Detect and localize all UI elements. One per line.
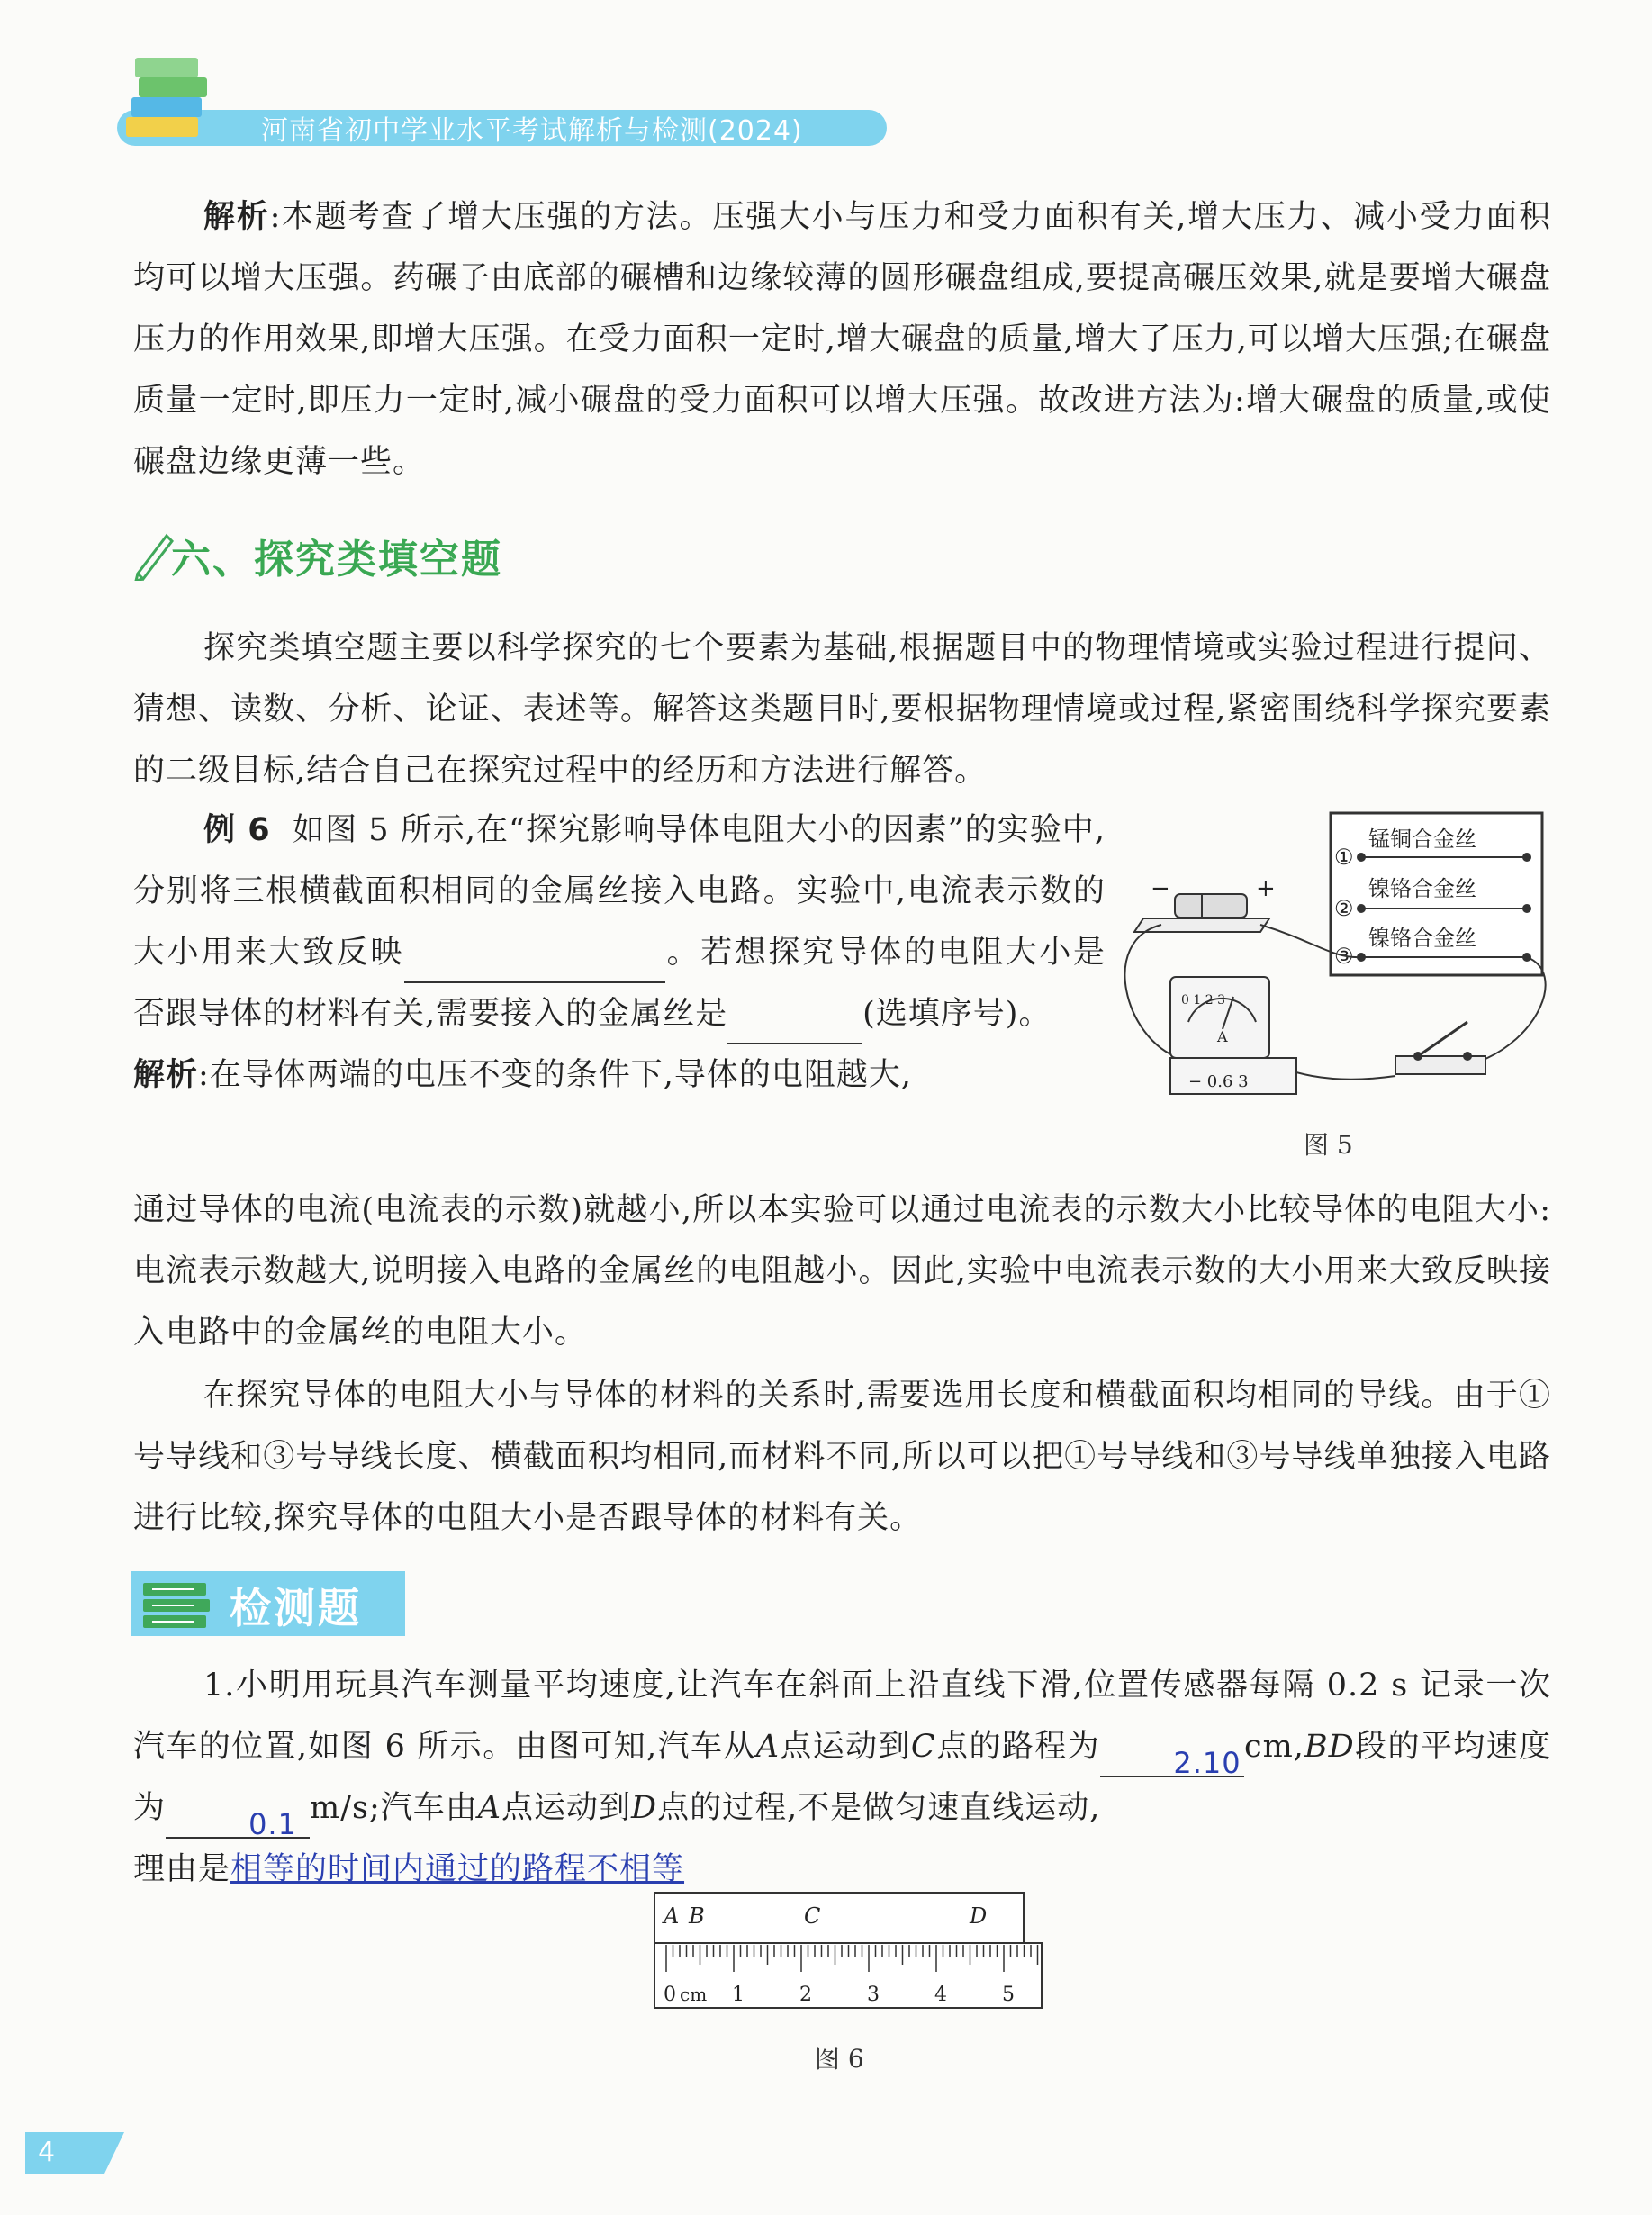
ammeter-icon	[1170, 977, 1296, 1094]
answer-speed[interactable]: 0.1	[166, 1794, 310, 1839]
tick-0: 0	[664, 1984, 676, 2006]
ruler-unit: cm	[680, 1984, 708, 2005]
example-6	[133, 800, 1106, 1106]
meter-terminals: − 0.6 3	[1188, 1072, 1249, 1091]
battery-minus: −	[1151, 875, 1170, 902]
figure-6-ruler	[653, 1891, 1049, 2026]
tick-4: 4	[934, 1984, 947, 2006]
example-label: 例 6	[203, 812, 271, 848]
example-analysis-p2: 在探究导体的电阻大小与导体的材料的关系时,需要选用长度和横截面积均相同的导线。由于①号导线和③号导线长度、横截面积均相同,而材料不同,所以可以把①号导线和③号导线单独接入电路进行比较,探究导体的电阻大小是否跟导体的材料有关。	[133, 1378, 1551, 1536]
point-C: C	[804, 1903, 821, 1929]
figure-6-caption: 图 6	[815, 2044, 864, 2074]
example-analysis-rest: 通过导体的电流(电流表的示数)就越小,所以本实验可以通过电流表的示数大小比较导体的电阻大小:电流表示数越大,说明接入电路的金属丝的电阻越小。因此,实验中电流表示数的大小用来大致反映接入电路中的金属丝的电阻大小。	[133, 1192, 1551, 1351]
point-B: B	[689, 1903, 705, 1929]
example-text-1: 如图 5 所示,在“探究影响导体电阻大小的因素”的实验中,分别将三根横截面积相同的金属丝接入电路。实验中,电流表示数的大小用来大致反映	[133, 812, 1106, 971]
answer-blank-2[interactable]	[727, 999, 862, 1044]
figure-5-circuit	[1107, 806, 1557, 1117]
analysis-label: 解析	[203, 199, 270, 235]
battery-plus: +	[1256, 875, 1276, 902]
test-books-icon	[140, 1578, 221, 1632]
test-heading: 检测题	[230, 1584, 362, 1632]
section-intro: 探究类填空题主要以科学探究的七个要素为基础,根据题目中的物理情境或实验过程进行提问、猜想、读数、分析、论证、表述等。解答这类题目时,要根据物理情境或过程,紧密围绕科学探究要素的二级目标,结合自己在探究过程中的经历和方法进行解答。	[133, 630, 1551, 789]
tick-1: 1	[732, 1984, 745, 2006]
page-number: 4	[38, 2137, 56, 2168]
example-text-3: (选填序号)。	[862, 996, 1052, 1032]
reason-label: 理由是	[133, 1851, 231, 1887]
figure-5-caption: 图 5	[1304, 1130, 1353, 1160]
point-D: D	[970, 1903, 988, 1929]
wire-2-num: ②	[1334, 896, 1354, 921]
point-A: A	[664, 1903, 680, 1929]
answer-blank-1[interactable]	[404, 938, 665, 983]
header-title: 河南省初中学业水平考试解析与检测(2024)	[261, 115, 803, 147]
answer-distance[interactable]: 2.10	[1100, 1732, 1244, 1777]
example-analysis-label: 解析	[133, 1057, 199, 1093]
wire-1-num: ①	[1334, 845, 1354, 870]
meter-scale: 0 1 2 3	[1181, 993, 1225, 1008]
example-text-2: 。若想探究导体的电阻大小是否跟导体的材料有关,需要接入的金属丝是	[133, 935, 1106, 1032]
wire-3-num: ③	[1334, 944, 1354, 969]
example-analysis-first: :在导体两端的电压不变的条件下,导体的电阻越大,	[198, 1057, 913, 1093]
meter-unit: A	[1217, 1028, 1228, 1045]
analysis-paragraph	[133, 186, 1551, 493]
wire-1-label: 锰铜合金丝	[1368, 827, 1476, 852]
tick-3: 3	[867, 1984, 880, 2006]
pencil-icon	[131, 527, 176, 581]
tick-2: 2	[799, 1984, 812, 2006]
answer-reason[interactable]: 相等的时间内通过的路程不相等	[230, 1851, 685, 1887]
tick-5: 5	[1002, 1984, 1015, 2006]
analysis-text: :本题考查了增大压强的方法。压强大小与压力和受力面积有关,增大压力、减小受力面积均可以增大压强。药碾子由底部的碾槽和边缘较薄的圆形碾盘组成,要提高碾压效果,就是要增大碾盘压力的作用效果,即增大压强。在受力面积一定时,增大碾盘的质量,增大了压力,可以增大压强;在碾盘质量一定时,即压力一定时,减小碾盘的受力面积可以增大压强。故改进方法为:增大碾盘的质量,或使碾盘边缘更薄一些。	[133, 199, 1551, 480]
switch-icon	[1395, 1022, 1485, 1074]
section-heading: 六、探究类填空题	[171, 537, 502, 583]
wire-3-label: 镍铬合金丝	[1368, 926, 1476, 951]
battery-icon	[1134, 875, 1276, 932]
books-icon	[126, 58, 207, 137]
question-1: 1.小明用玩具汽车测量平均速度,让汽车在斜面上沿直线下滑,位置传感器每隔 0.2 s 记录一次汽车的位置,如图 6 所示。由图可知,汽车从A点运动到C点的路程为 2.10cm,BD段的平均速度为 0.1 m/s;汽车由A点运动到D点的过程,不是做匀速直线运动, 理由是相等的时间内通过的路程不相等	[133, 1655, 1551, 1900]
wire-2-label: 镍铬合金丝	[1368, 876, 1476, 901]
